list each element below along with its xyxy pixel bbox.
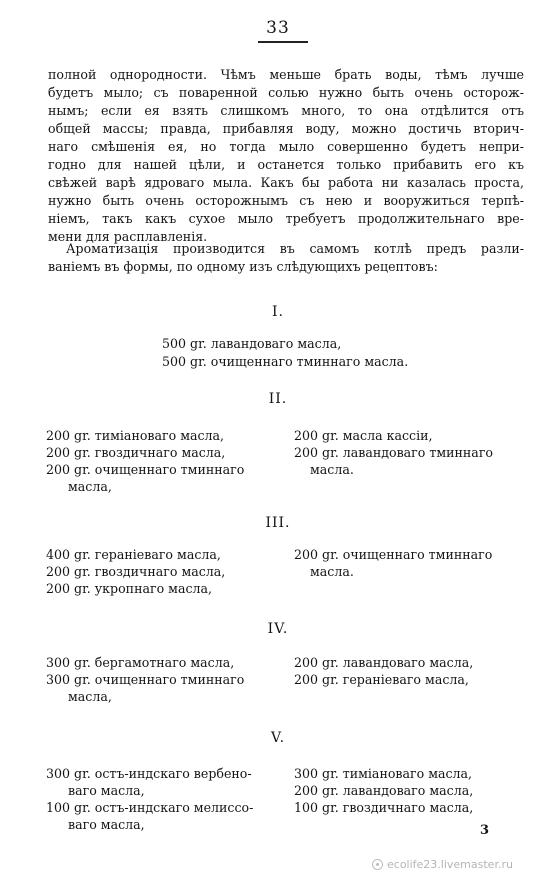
watermark-text: ecolife23.livemaster.ru — [387, 858, 513, 871]
paragraph-line: будетъ мыло; съ поваренной солью нужно быть очень осторож- — [48, 85, 524, 100]
paragraph-line: ніемъ, такъ какъ сухое мыло требуетъ продолжительнаго вре- — [48, 211, 524, 226]
recipe-line: ваго масла, — [68, 817, 145, 832]
paragraph-line: ваніемъ въ формы, по одному изъ слѣдующихъ рецептовъ: — [48, 259, 438, 274]
recipe-line: 200 gr. укропнаго масла, — [46, 581, 213, 596]
recipe-line: 200 gr. очищеннаго тминнаго — [294, 547, 493, 562]
paragraph-line: нужно быть очень осторожнымъ съ нею и вооружиться терпѣ- — [48, 193, 524, 208]
watermark — [372, 858, 513, 871]
recipe-line: 200 gr. тиміановаго масла, — [46, 428, 225, 443]
recipe-line: 500 gr. лавандоваго масла, — [162, 336, 342, 351]
recipe-line: масла. — [310, 564, 354, 579]
recipe-line: 200 gr. лавандоваго масла, — [294, 783, 474, 798]
recipe-line: 200 gr. гераніеваго масла, — [294, 672, 469, 687]
recipe-line: ваго масла, — [68, 783, 145, 798]
recipe-line: масла. — [310, 462, 354, 477]
recipe-line: 200 gr. масла кассіи, — [294, 428, 433, 443]
recipe-line: 300 gr. очищеннаго тминнаго — [46, 672, 245, 687]
paragraph-line: наго смѣшенія ея, но тогда мыло совершенно будетъ непри- — [48, 139, 524, 154]
recipe-line: 300 gr. бергамотнаго масла, — [46, 655, 235, 670]
recipe-line: 200 gr. гвоздичнаго масла, — [46, 445, 226, 460]
recipe-heading-2: II. — [268, 391, 288, 407]
recipe-line: 100 gr. гвоздичнаго масла, — [294, 800, 474, 815]
recipe-line: 200 gr. очищеннаго тминнаго — [46, 462, 245, 477]
watermark-logo-icon — [372, 859, 383, 870]
paragraph-line: общей массы; правда, прибавляя воду, можно достичь вторич- — [48, 121, 524, 136]
recipe-heading-1: I. — [272, 304, 284, 320]
page-number: 33 — [266, 18, 290, 38]
recipe-line: 200 gr. лавандоваго тминнаго — [294, 445, 493, 460]
recipe-line: 400 gr. гераніеваго масла, — [46, 547, 221, 562]
recipe-heading-4: IV. — [267, 621, 289, 637]
paragraph-line: Ароматизація производится въ самомъ котлѣ предъ разли- — [66, 241, 524, 256]
recipe-heading-5: V. — [270, 730, 286, 746]
paragraph-line: годно для нашей цѣли, и останется только прибавить его къ — [48, 157, 524, 172]
recipe-heading-3: III. — [265, 515, 291, 531]
recipe-line: 200 gr. гвоздичнаго масла, — [46, 564, 226, 579]
paragraph-line: мени для расплавленія. — [48, 229, 208, 244]
paragraph-line: свѣжей варѣ ядроваго мыла. Какъ бы работа ни казалась проста, — [48, 175, 524, 190]
paragraph-line: полной однородности. Чѣмъ меньше брать воды, тѣмъ лучше — [48, 67, 524, 82]
recipe-line: 300 gr. остъ-индскаго вербено- — [46, 766, 252, 781]
paragraph-line: нымъ; если ея взять слишкомъ много, то она отдѣлится отъ — [48, 103, 524, 118]
paragraph-soap-melting — [48, 66, 524, 246]
recipe-line: масла, — [68, 689, 112, 704]
recipe-line: 100 gr. остъ-индскаго мелиссо- — [46, 800, 254, 815]
recipe-line: масла, — [68, 479, 112, 494]
paragraph-aromatization — [48, 240, 524, 276]
recipe-line: 500 gr. очищеннаго тминнаго масла. — [162, 354, 409, 369]
page-number-underline — [258, 41, 308, 43]
recipe-line: 300 gr. тиміановаго масла, — [294, 766, 473, 781]
recipe-line: 200 gr. лавандоваго масла, — [294, 655, 474, 670]
signature-mark: 3 — [480, 823, 490, 838]
